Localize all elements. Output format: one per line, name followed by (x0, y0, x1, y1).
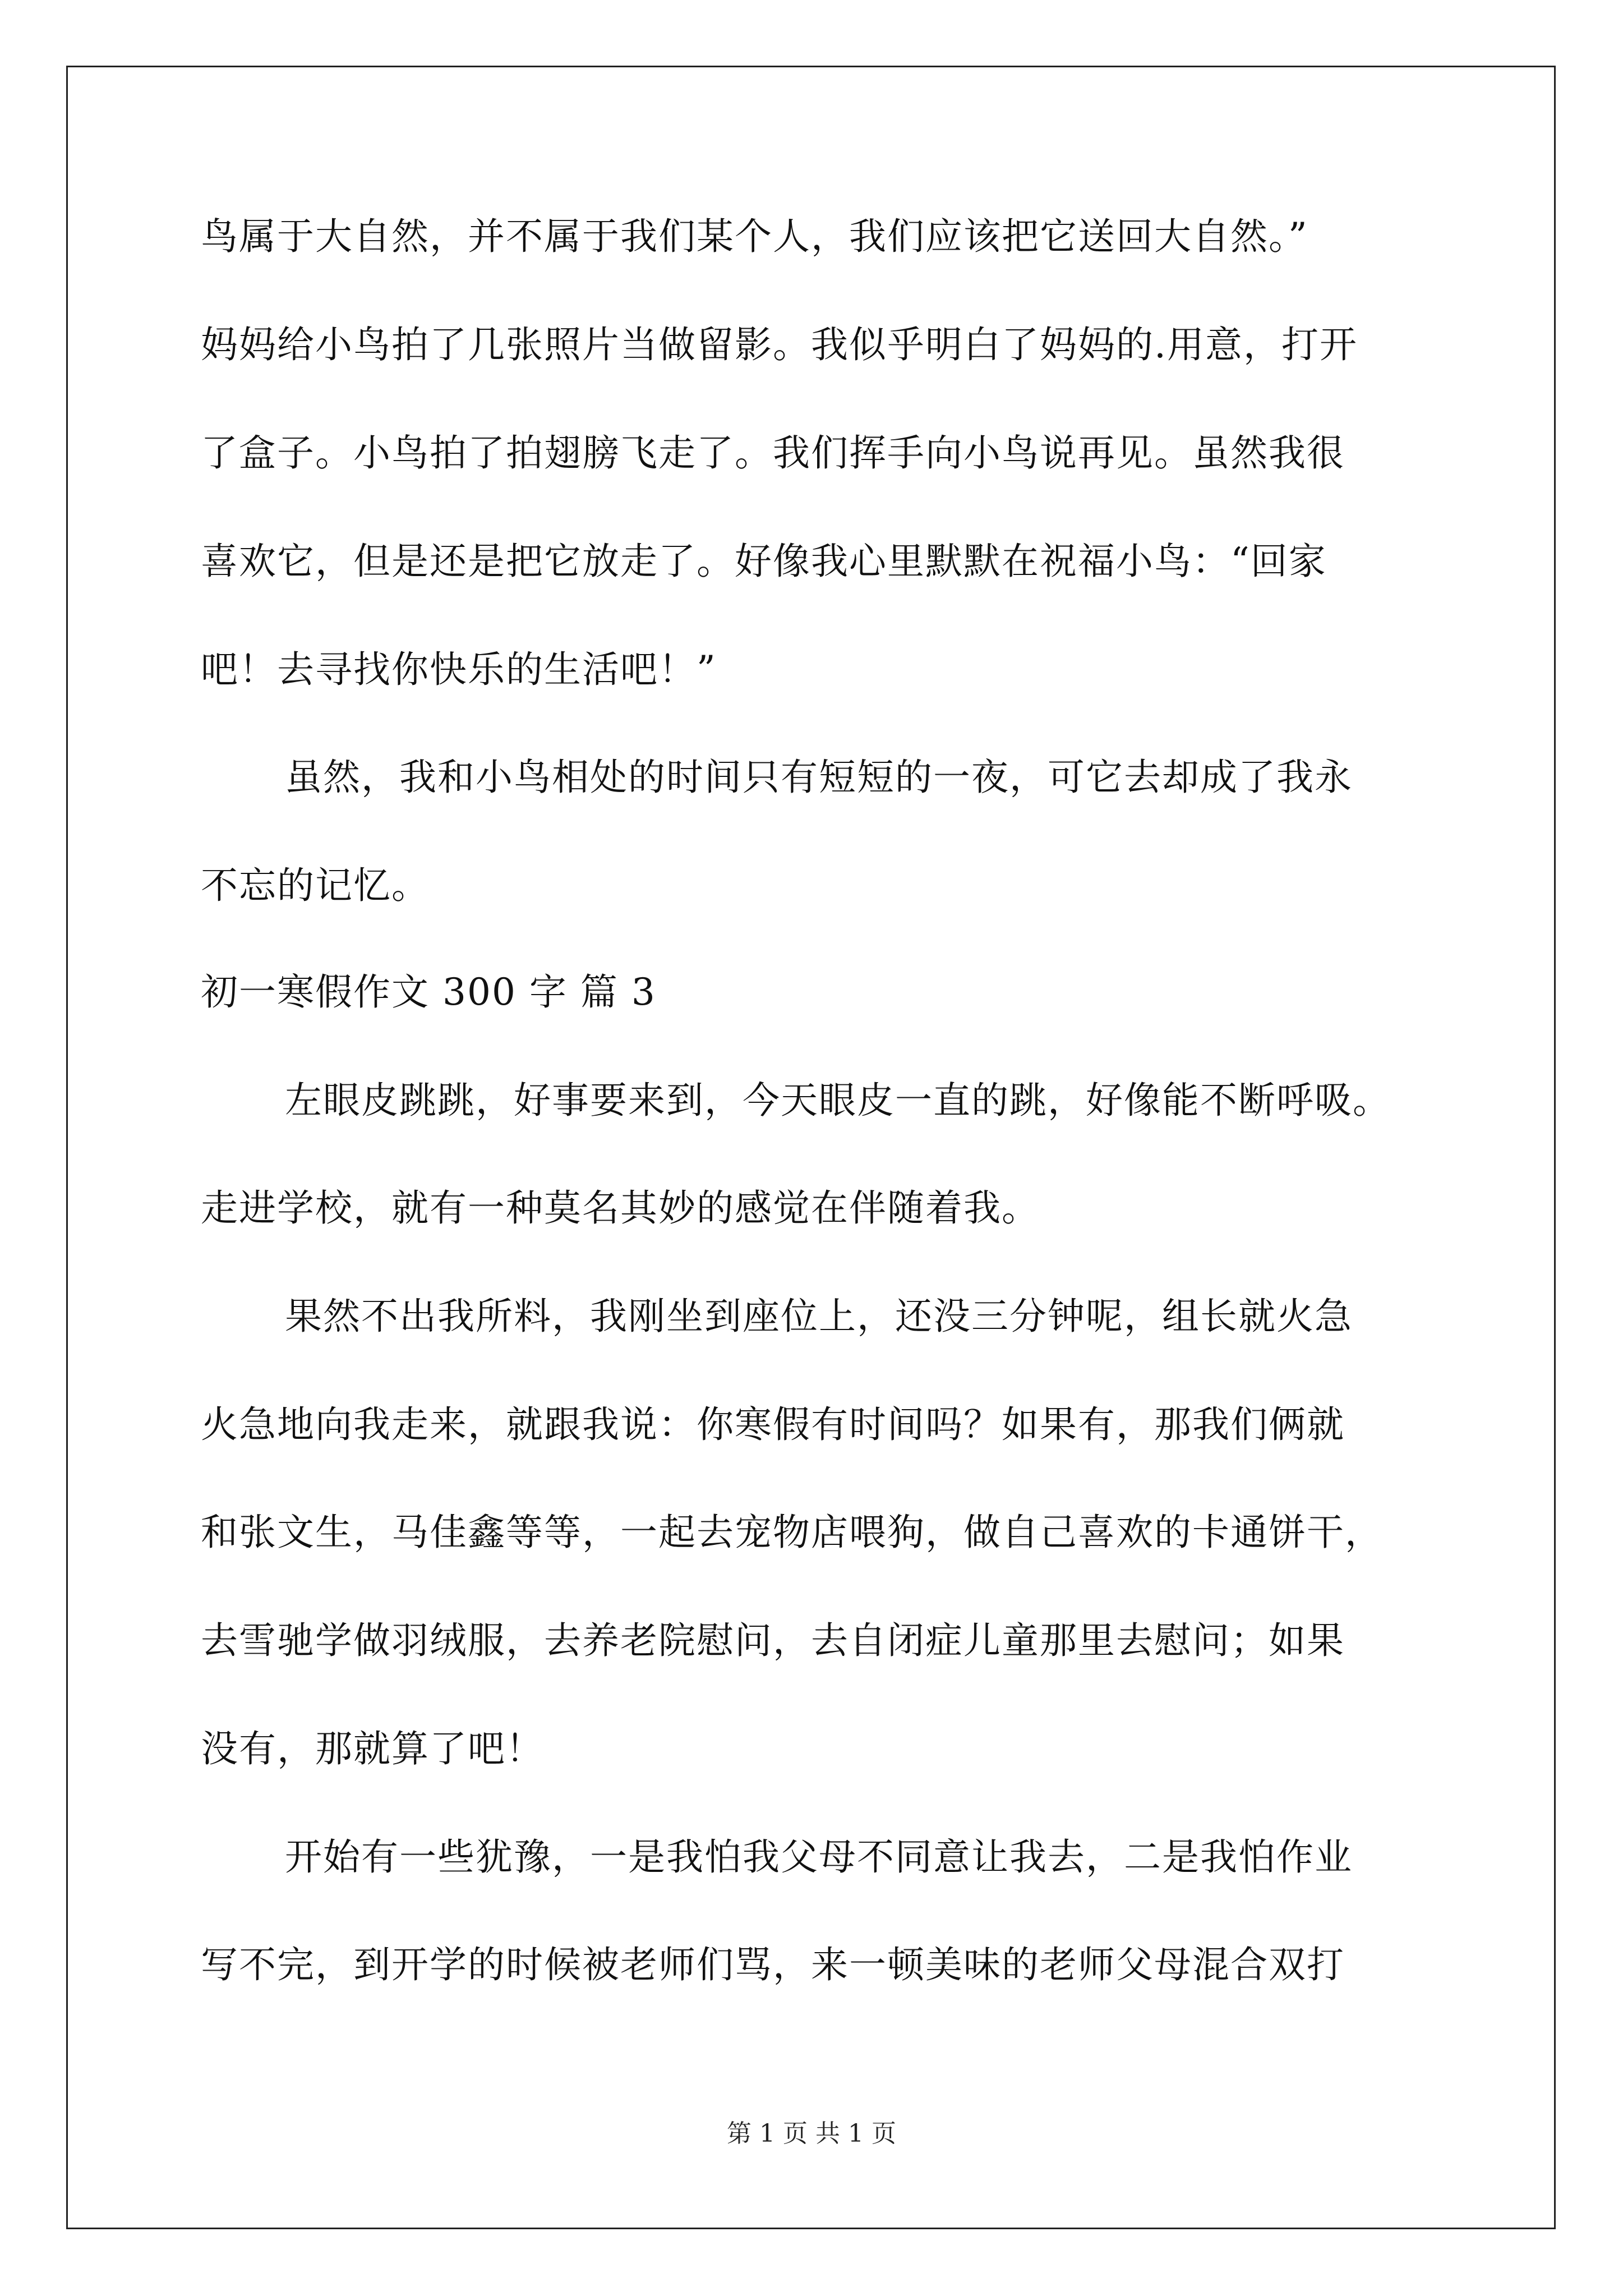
text-line-5: 吧！去寻找你快乐的生活吧！” (201, 648, 717, 691)
text-line-2: 妈妈给小鸟拍了几张照片当做留影。我似乎明白了妈妈的.用意，打开 (201, 323, 1358, 366)
text-line-15: 没有，那就算了吧！ (201, 1727, 544, 1770)
paragraph-start-line: 开始有一些犹豫，一是我怕我父母不同意让我去，二是我怕作业 (285, 1835, 1353, 1879)
paragraph-start-line: 左眼皮跳跳，好事要来到，今天眼皮一直的跳，好像能不断呼吸。 (285, 1079, 1391, 1122)
text-line-14: 去雪驰学做羽绒服，去养老院慰问，去自闭症儿童那里去慰问；如果 (201, 1619, 1345, 1662)
text-line-4: 喜欢它，但是还是把它放走了。好像我心里默默在祝福小鸟：“回家 (201, 540, 1327, 583)
text-line-7: 不忘的记忆。 (201, 864, 430, 907)
paragraph-start-line: 虽然，我和小鸟相处的时间只有短短的一夜，可它去却成了我永 (285, 756, 1353, 799)
text-line-10: 走进学校，就有一种莫名其妙的感觉在伴随着我。 (201, 1186, 1040, 1230)
text-line-13: 和张文生，马佳鑫等等，一起去宠物店喂狗，做自己喜欢的卡通饼干， (201, 1511, 1383, 1554)
page-footer: 第 1 页 共 1 页 (727, 2119, 896, 2148)
page-border (66, 66, 1556, 2229)
text-line-12: 火急地向我走来，就跟我说：你寒假有时间吗？如果有，那我们俩就 (201, 1403, 1345, 1446)
text-line-3: 了盒子。小鸟拍了拍翅膀飞走了。我们挥手向小鸟说再见。虽然我很 (201, 431, 1345, 475)
section-heading: 初一寒假作文 300 字 篇 3 (201, 970, 656, 1014)
text-line-1: 鸟属于大自然，并不属于我们某个人，我们应该把它送回大自然。” (201, 215, 1308, 258)
paragraph-start-line: 果然不出我所料，我刚坐到座位上，还没三分钟呢，组长就火急 (285, 1295, 1353, 1338)
text-line-17: 写不完，到开学的时候被老师们骂，来一顿美味的老师父母混合双打 (201, 1943, 1345, 1986)
